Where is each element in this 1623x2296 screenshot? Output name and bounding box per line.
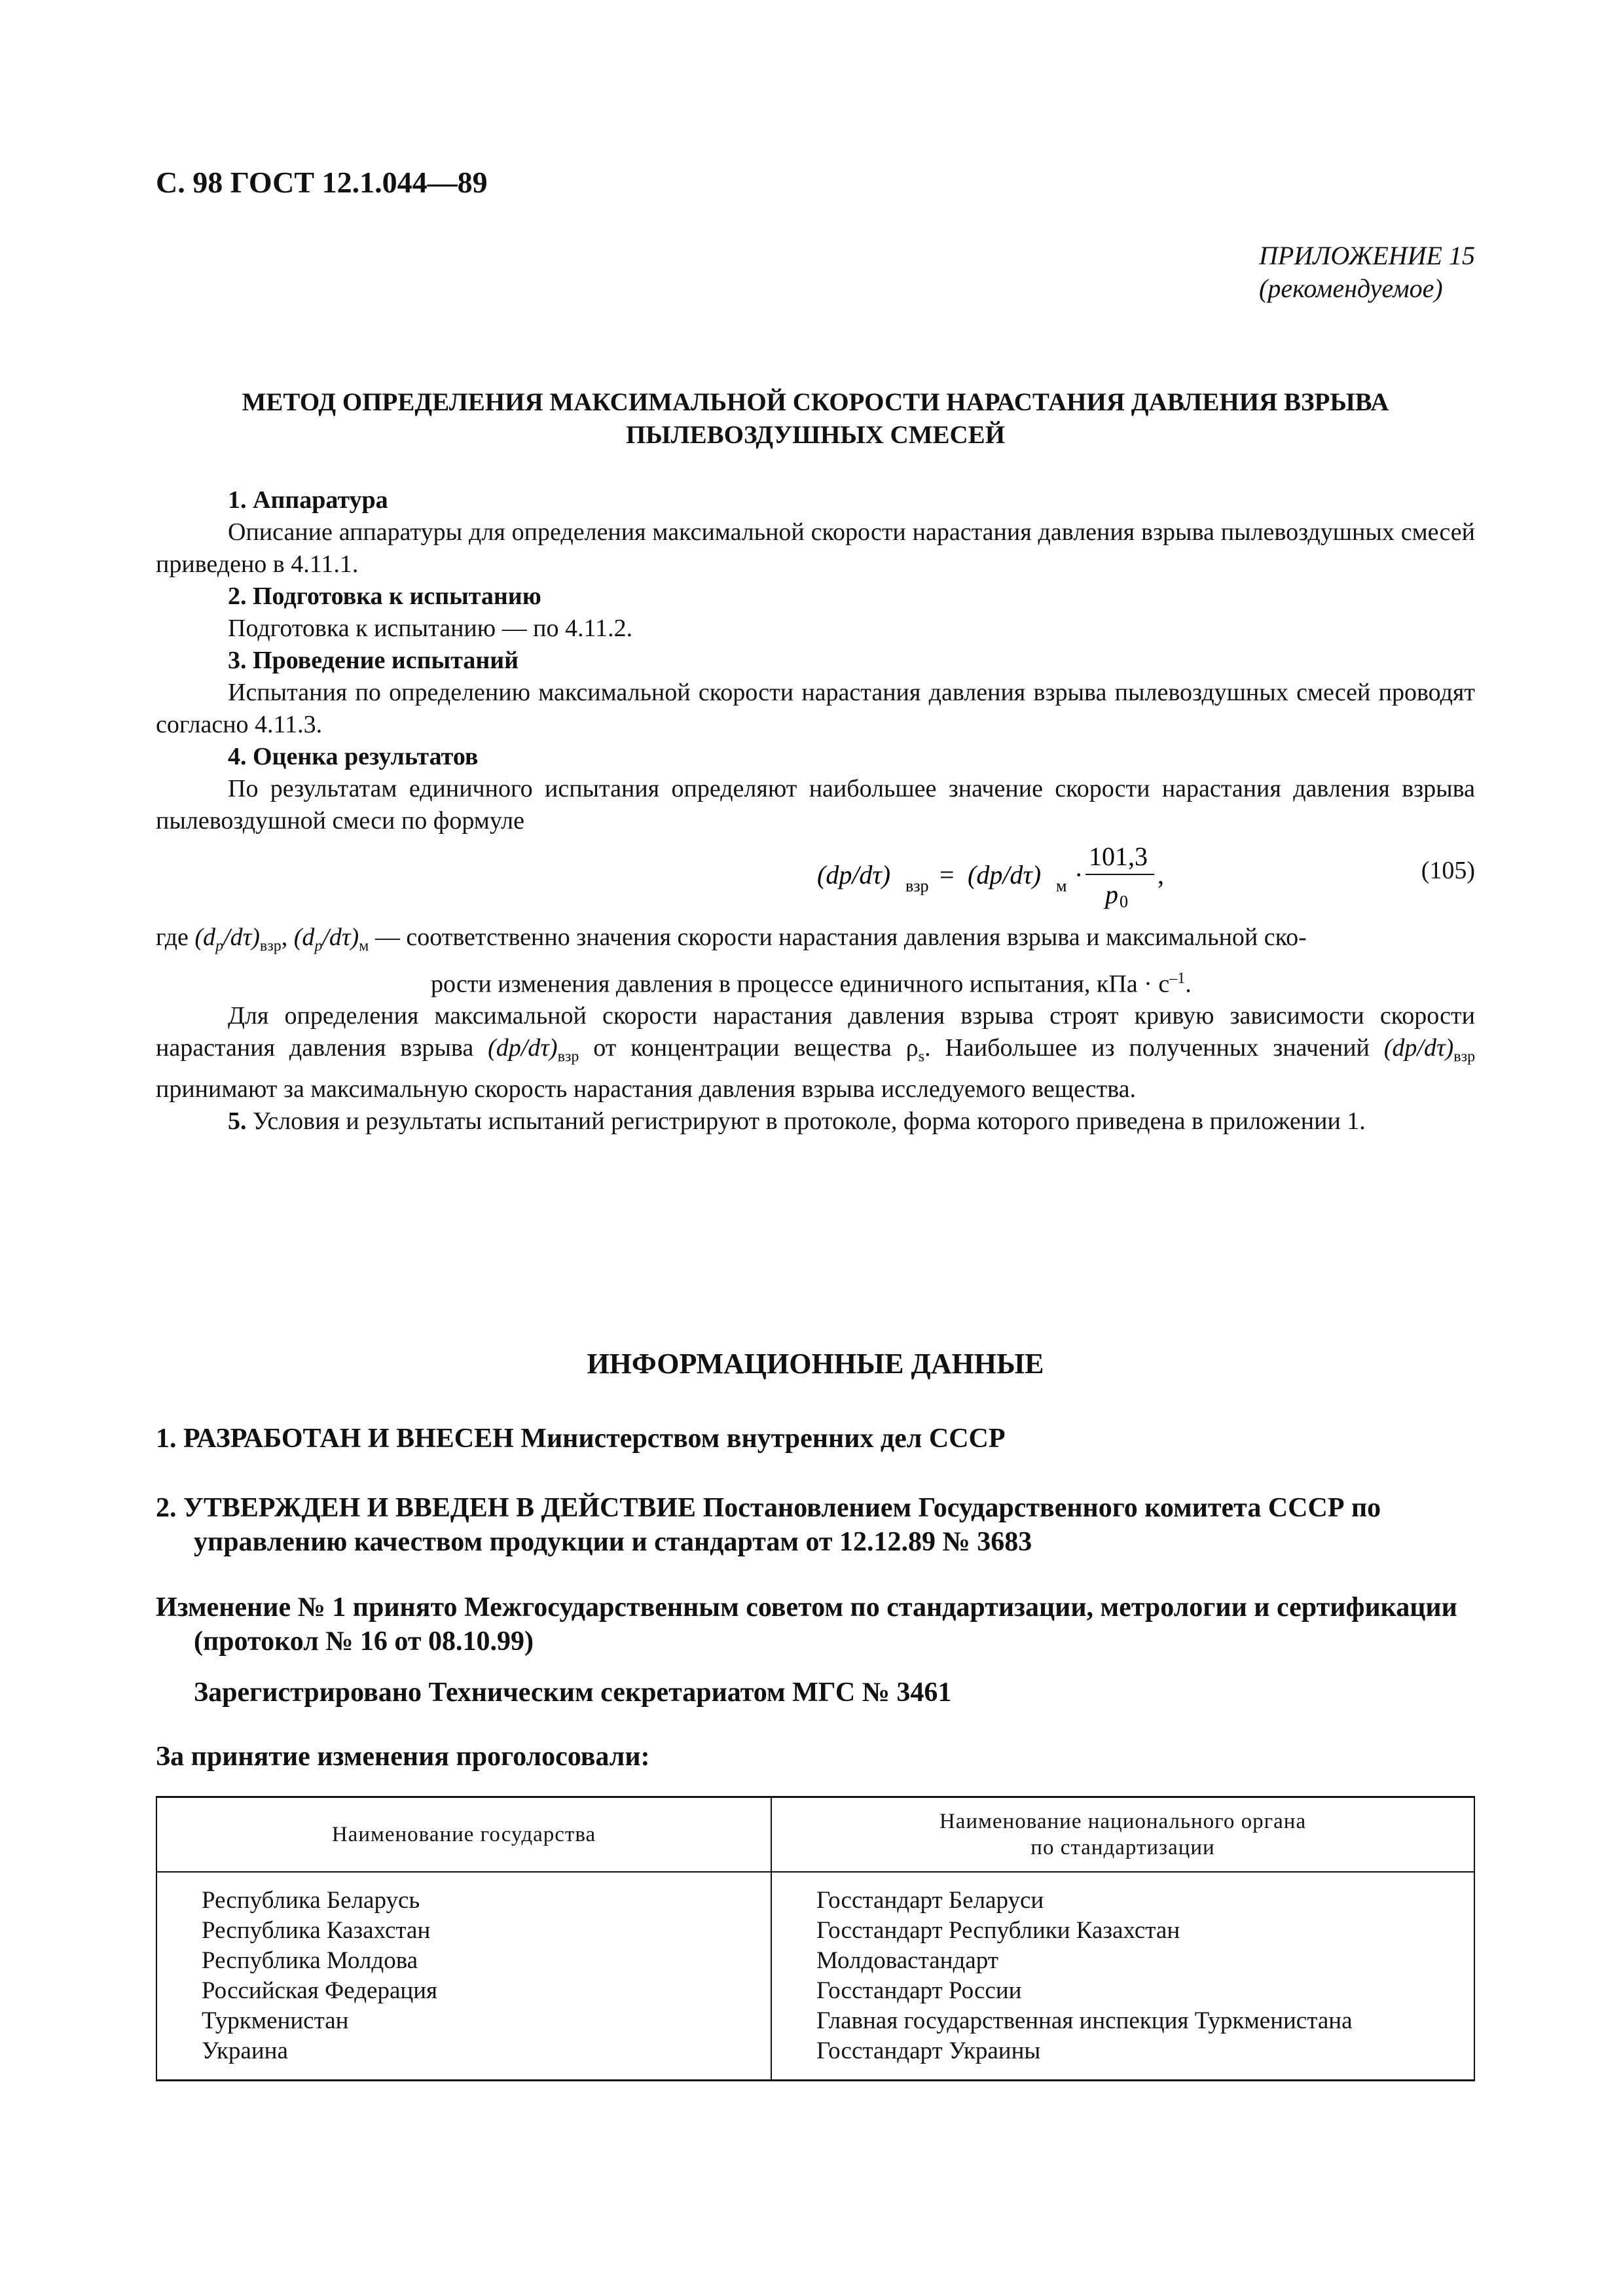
svg-text:взр: взр [905,876,929,895]
info-item-2: 2. УТВЕРЖДЕН И ВВЕДЕН В ДЕЙСТВИЕ Постановлением Государственного комитета СССР по управлению качеством продукции и стандартам от 12.12.89 № 3683 [156,1493,1381,1557]
body-name: Госстандарт Украины [816,2037,1041,2064]
col-body-header-l1: Наименование национального органа [939,1810,1307,1833]
title-line-2: ПЫЛЕВОЗДУШНЫХ СМЕСЕЙ [625,421,1006,449]
info-item-1: 1. РАЗРАБОТАН И ВНЕСЕН Министерством внутренних дел СССР [156,1424,1006,1454]
svg-text:(dp/dτ): (dp/dτ) [968,860,1042,889]
state-name: Республика Беларусь [202,1887,420,1914]
appendix-number: ПРИЛОЖЕНИЕ 15 [1259,241,1475,270]
info-title: ИНФОРМАЦИОННЫЕ ДАННЫЕ [587,1348,1044,1380]
paragraph-protocol [156,1105,1475,1138]
section-1-heading: 1. Аппаратура [228,486,388,514]
state-name: Туркменистан [202,2007,349,2034]
info-change: Изменение № 1 принято Межгосударственным советом по стандартизации, метрологии и сертификации (протокол № 16 от 08.10.99) [156,1592,1457,1657]
where-text-1: — соответственно значения скорости нарастания давления взрыва и максимальной ско- [369,924,1307,951]
svg-text:=: = [939,860,955,889]
para-1a: Для определения максимальной скорости нарастания давления взрыва строят кривую зависимости скорости нарастания давления взрыва [156,1002,1475,1062]
formula-number: (105) [1421,857,1475,884]
svg-text:(dp/dτ): (dp/dτ) [817,860,891,889]
body-name: Госстандарт Республики Казахстан [816,1917,1180,1944]
where-sup: –1 [1169,969,1186,987]
para-1b: от концентрации вещества ρ [593,1034,919,1062]
svg-text:м: м [1056,876,1067,895]
col-body-header-l2: по стандартизации [1030,1836,1215,1859]
para-2-num: 5. [228,1107,247,1135]
section-4-text: По результатам единичного испытания определяют наибольшее значение скорости нарастания давления взрыва пылевоздушной смеси по формуле [156,775,1475,834]
table-row [156,1872,1474,2081]
svg-text:0: 0 [1120,892,1128,910]
formula-105 [156,831,1475,910]
formula-constant: 101,3 [1089,842,1148,871]
section-3-text: Испытания по определению максимальной скорости нарастания давления взрыва пылевоздушных смесей проводят согласно 4.11.3. [156,679,1475,738]
formula-expression [156,831,1269,910]
states-cell [156,1872,771,2081]
section-3-heading: 3. Проведение испытаний [228,647,519,674]
state-name: Российская Федерация [202,1977,438,2004]
bodies-cell [771,1872,1474,2081]
appendix-label [1259,240,1475,305]
info-voted: За принятие изменения проголосовали: [156,1742,650,1772]
paragraph-curve: Для определения максимальной скорости нарастания давления взрыва строят кривую зависимости скорости нарастания давления взрыва $(dp/d\tau)_{взр}$ от концентрации вещества $\rho_s$. Наибольшее из полученных значений $(dp/d\tau)_{взр}$ принимают за максимальную скорость нарастания давления взрыва исследуемого вещества. [156,1002,1476,1103]
section-2-heading: 2. Подготовка к испытанию [228,583,541,610]
section-1-text: Описание аппаратуры для определения максимальной скорости нарастания давления взрыва пылевоздушных смесей приведено в 4.11.1. [156,518,1475,578]
where-line-2 [156,963,1475,1001]
title-line-1: МЕТОД ОПРЕДЕЛЕНИЯ МАКСИМАЛЬНОЙ СКОРОСТИ НАРАСТАНИЯ ДАВЛЕНИЯ ВЗРЫВА [242,388,1389,416]
para-1c: . Наибольшее из полученных значений [924,1034,1370,1062]
where-lead: где [156,924,189,951]
appendix-status: (рекомендуемое) [1259,274,1443,303]
body-name: Госстандарт России [816,1977,1022,2004]
state-name: Украина [202,2037,288,2064]
para-1d: принимают за максимальную скорость нарастания давления взрыва исследуемого вещества. [156,1075,1137,1103]
method-title [156,386,1475,452]
body-name: Главная государственная инспекция Туркменистана [816,2007,1353,2034]
method-body [156,484,1475,837]
where-text-2: рости изменения давления в процессе единичного испытания, кПа · с [431,970,1170,998]
para-2: Условия и результаты испытаний регистрируют в протоколе, форма которого приведена в приложении 1. [246,1107,1366,1135]
body-name: Госстандарт Беларуси [816,1887,1044,1914]
where-line-1: где $(d_p/d\tau)_{взр}$, $(d_p/d\tau)_м$ — соответственно значения скорости нарастания давления взрыва и максимальной ско- [156,924,1307,955]
info-registered: Зарегистрировано Техническим секретариатом МГС № 3461 [194,1677,952,1708]
svg-text:p: p [1105,880,1118,909]
where-end: . [1185,970,1192,998]
voting-table [156,1796,1475,2081]
table-header-row [156,1797,1474,1873]
col-body-header [771,1797,1474,1873]
formula-explanation [156,922,1475,1138]
section-2-text: Подготовка к испытанию — по 4.11.2. [228,615,633,642]
state-name: Республика Казахстан [202,1917,431,1944]
page-header: С. 98 ГОСТ 12.1.044—89 [156,166,488,199]
svg-text:·: · [1074,860,1084,889]
body-name: Молдовастандарт [816,1947,998,1974]
col-state-header: Наименование государства [156,1797,771,1873]
state-name: Республика Молдова [202,1947,418,1974]
svg-text:,: , [1158,860,1164,889]
section-4-heading: 4. Оценка результатов [228,743,479,770]
